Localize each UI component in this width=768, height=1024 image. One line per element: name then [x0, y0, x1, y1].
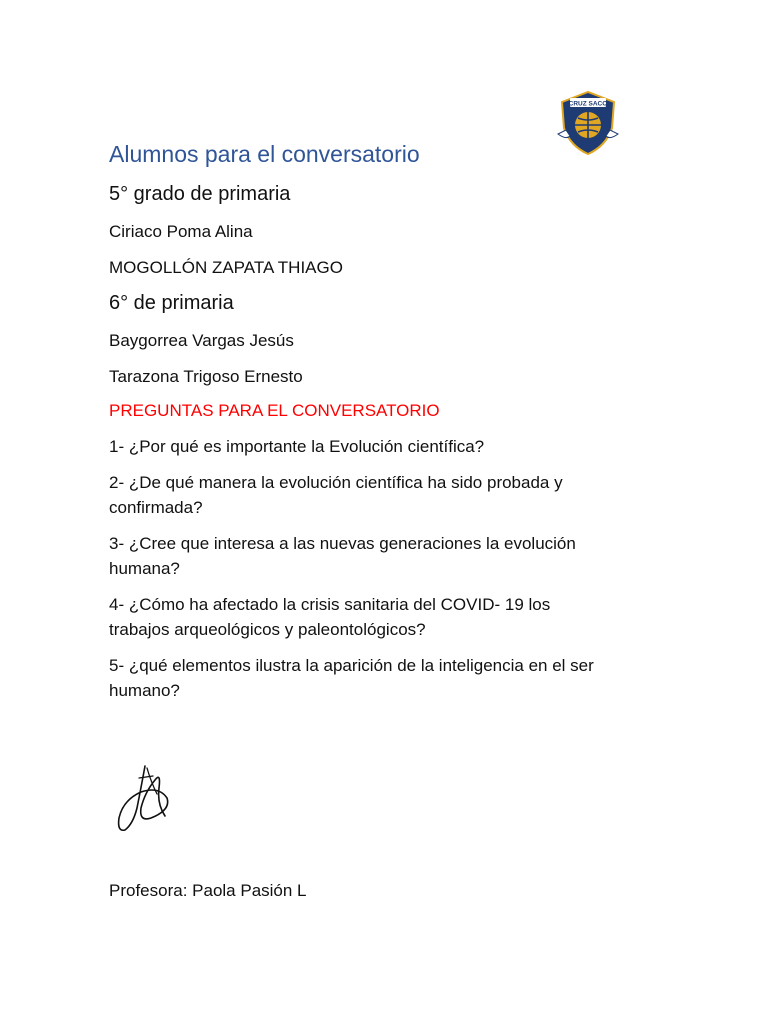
question-4-line-1: 4- ¿Cómo ha afectado la crisis sanitaria del COVID- 19 los — [109, 595, 551, 614]
section-heading-6th-grade: 6° de primaria — [109, 292, 234, 314]
page-title: Alumnos para el conversatorio — [109, 141, 420, 167]
question-2-line-1: 2- ¿De qué manera la evolución científica ha sido probada y — [109, 473, 563, 492]
question-2-line-2: confirmada? — [109, 498, 203, 517]
student-name: Baygorrea Vargas Jesús — [109, 331, 294, 350]
crest-text: CRUZ SACO — [568, 100, 608, 108]
question-4-line-2: trabajos arqueológicos y paleontológicos? — [109, 620, 426, 639]
student-name: Tarazona Trigoso Ernesto — [109, 367, 303, 386]
teacher-signature-line: Profesora: Paola Pasión L — [109, 881, 307, 900]
question-3-line-2: humana? — [109, 559, 180, 578]
student-name: Ciriaco Poma Alina — [109, 222, 253, 241]
handwritten-signature — [111, 758, 183, 836]
school-crest-logo — [556, 88, 620, 156]
question-3-line-1: 3- ¿Cree que interesa a las nuevas generaciones la evolución — [109, 534, 576, 553]
questions-heading: PREGUNTAS PARA EL CONVERSATORIO — [109, 401, 440, 420]
question-5-line-2: humano? — [109, 681, 180, 700]
question-1: 1- ¿Por qué es importante la Evolución científica? — [109, 437, 485, 456]
section-heading-5th-grade: 5° grado de primaria — [109, 183, 291, 205]
student-name: MOGOLLÓN ZAPATA THIAGO — [109, 258, 343, 277]
question-5-line-1: 5- ¿qué elementos ilustra la aparición de la inteligencia en el ser — [109, 656, 594, 675]
